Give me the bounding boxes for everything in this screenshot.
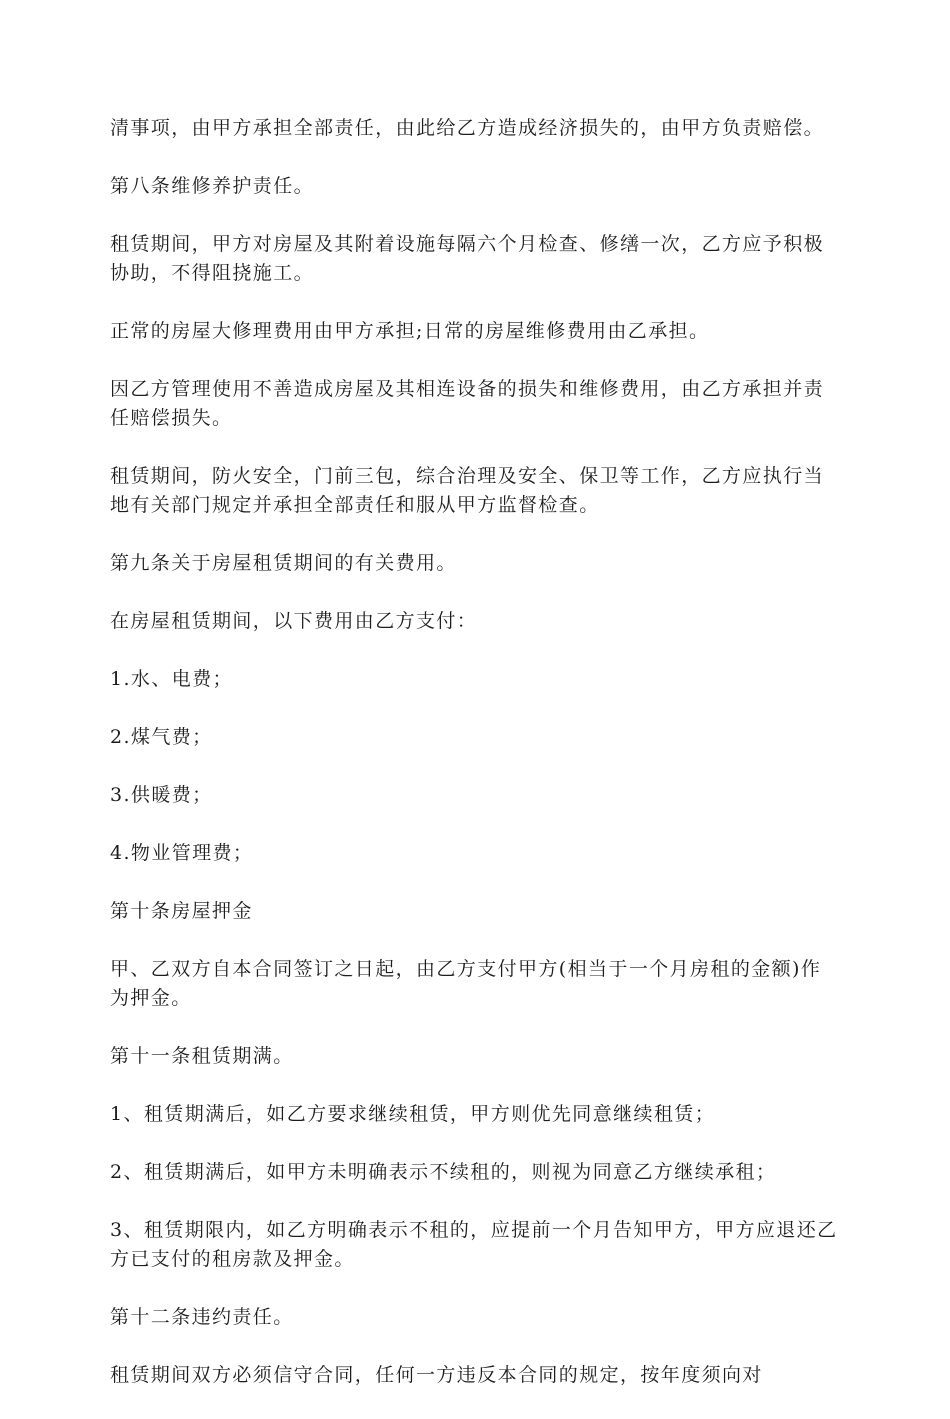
list-item-fee-3: 3.供暖费；: [110, 784, 213, 806]
paragraph-deposit: 甲、乙双方自本合同签订之日起，由乙方支付甲方(相当于一个月房租的金额)作为押金。: [110, 958, 822, 1009]
list-item-fee-4: 4.物业管理费；: [110, 842, 254, 864]
heading-article-11: 第十一条租赁期满。: [110, 1045, 294, 1067]
list-item-expiry-3: 3、租赁期限内，如乙方明确表示不租的，应提前一个月告知甲方，甲方应退还乙方已支付的租房款及押金。: [110, 1219, 838, 1270]
paragraph-damage-liability: 因乙方管理使用不善造成房屋及其相连设备的损失和维修费用，由乙方承担并责任赔偿损失。: [110, 378, 825, 429]
heading-article-10: 第十条房屋押金: [110, 900, 253, 922]
list-item-expiry-2: 2、租赁期满后，如甲方未明确表示不续租的，则视为同意乙方继续承租；: [110, 1161, 777, 1183]
paragraph-inspection: 租赁期间，甲方对房屋及其附着设施每隔六个月检查、修缮一次，乙方应予积极协助，不得阻挠施工。: [110, 233, 825, 284]
list-item-fee-1: 1.水、电费；: [110, 668, 233, 690]
list-item-fee-2: 2.煤气费；: [110, 726, 213, 748]
paragraph-fees-intro: 在房屋租赁期间，以下费用由乙方支付：: [110, 610, 478, 632]
list-item-expiry-1: 1、租赁期满后，如乙方要求继续租赁，甲方则优先同意继续租赁；: [110, 1103, 716, 1125]
paragraph-safety-duties: 租赁期间，防火安全，门前三包，综合治理及安全、保卫等工作，乙方应执行当地有关部门规定并承担全部责任和服从甲方监督检查。: [110, 465, 825, 516]
paragraph-clause-7-end: 清事项，由甲方承担全部责任，由此给乙方造成经济损失的，由甲方负责赔偿。: [110, 117, 825, 139]
heading-article-8: 第八条维修养护责任。: [110, 175, 315, 197]
paragraph-breach: 租赁期间双方必须信守合同，任何一方违反本合同的规定，按年度须向对: [110, 1364, 763, 1386]
document-body: [110, 114, 840, 1419]
paragraph-repair-costs: 正常的房屋大修理费用由甲方承担;日常的房屋维修费用由乙承担。: [110, 320, 710, 342]
heading-article-9: 第九条关于房屋租赁期间的有关费用。: [110, 552, 457, 574]
heading-article-12: 第十二条违约责任。: [110, 1306, 294, 1328]
